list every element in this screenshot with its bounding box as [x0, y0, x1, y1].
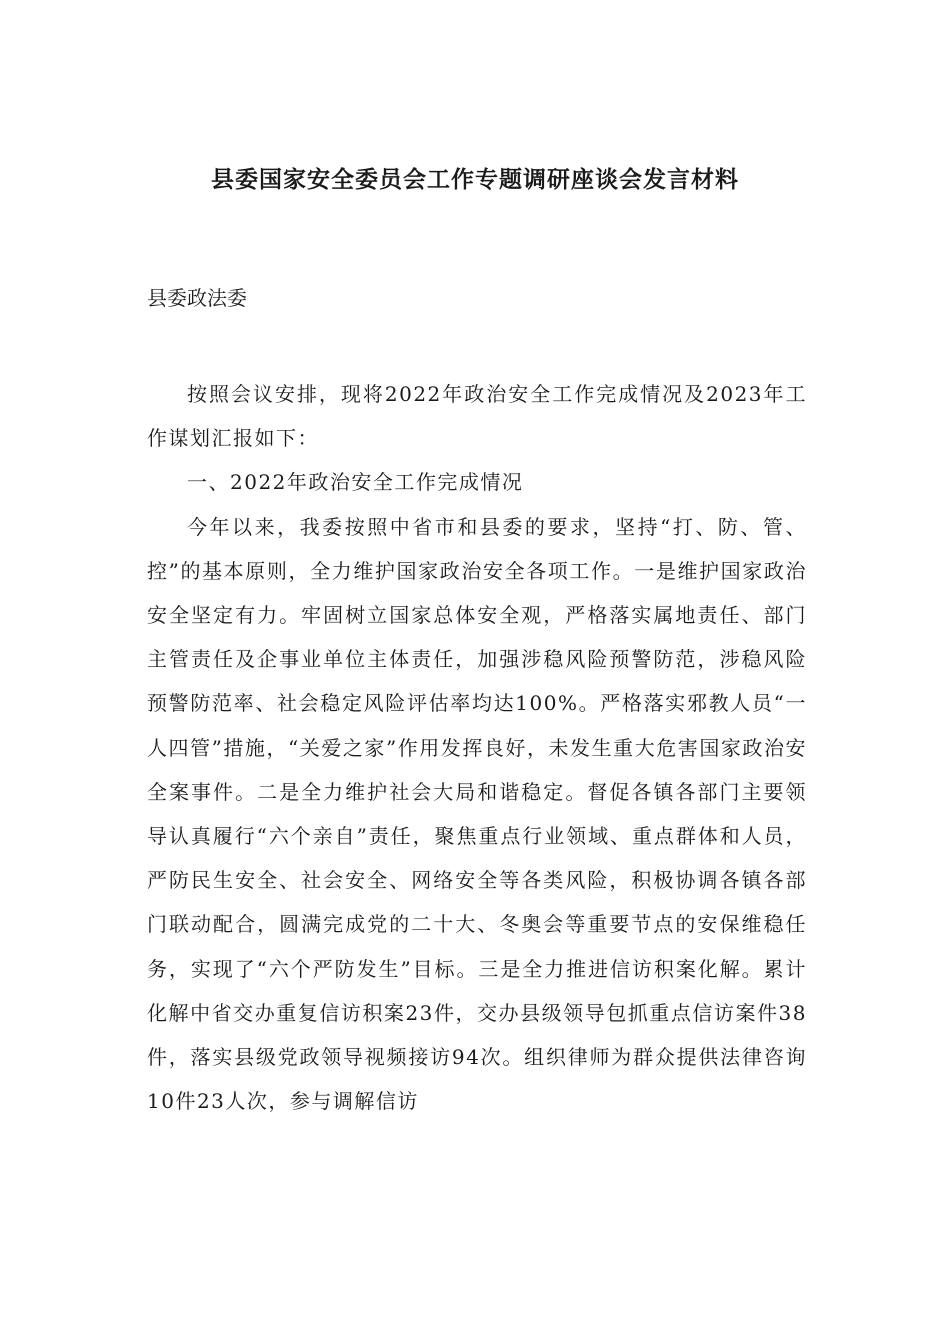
- document-body: [147, 372, 807, 1123]
- section-heading: 一、2022年政治安全工作完成情况: [187, 470, 524, 495]
- document-author-org: 县委政法委: [147, 286, 247, 310]
- body-paragraph: 今年以来，我委按照中省市和县委的要求，坚持“打、防、管、控”的基本原则，全力维护国家政治安全各项工作。一是维护国家政治安全坚定有力。牢固树立国家总体安全观，严格落实属地责任、部门主管责任及企事业单位主体责任，加强涉稳风险预警防范，涉稳风险预警防范率、社会稳定风险评估率均达100%。严格落实邪教人员“一人四管”措施，“关爱之家”作用发挥良好，未发生重大危害国家政治安全案事件。二是全力维护社会大局和谐稳定。督促各镇各部门主要领导认真履行“六个亲自”责任，聚焦重点行业领域、重点群体和人员，严防民生安全、社会安全、网络安全等各类风险，积极协调各镇各部门联动配合，圆满完成党的二十大、冬奥会等重要节点的安保维稳任务，实现了“六个严防发生”目标。三是全力推进信访积案化解。累计化解中省交办重复信访积案23件，交办县级领导包抓重点信访案件38件，落实县级党政领导视频接访94次。组织律师为群众提供法律咨询10件23人次，参与调解信访: [147, 514, 807, 1114]
- body-paragraph: 按照会议安排，现将2022年政治安全工作完成情况及2023年工作谋划汇报如下：: [147, 382, 807, 451]
- document-title: 县委国家安全委员会工作专题调研座谈会发言材料: [211, 166, 739, 193]
